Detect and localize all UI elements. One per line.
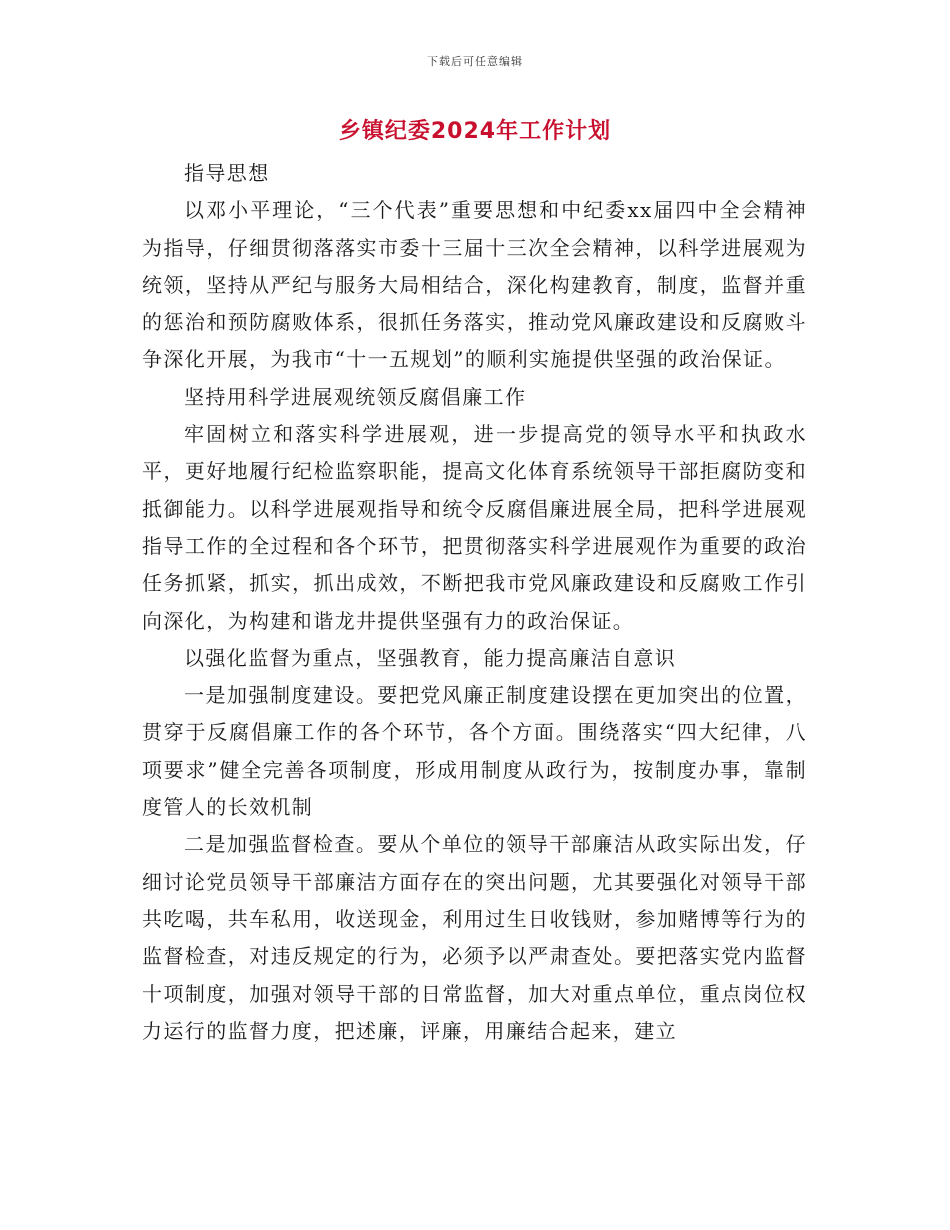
section-heading-guiding-thought: 指导思想 [184,161,270,185]
document-body [142,155,807,1050]
paragraph-supervision-inspection: 二是加强监督检查。要从个单位的领导干部廉洁从政实际出发，仔细讨论党员领导干部廉洁方面存在的突出问题，尤其要强化对领导干部共吃喝，共车私用，收送现金，利用过生日收钱财，参加赌博等行为的监督检查，对违反规定的行为，必须予以严肃查处。要把落实党内监督十项制度，加强对领导干部的日常监督，加大对重点单位，重点岗位权力运行的监督力度，把述廉，评廉，用廉结合起来，建立 [142,832,807,1043]
paragraph-system-building: 一是加强制度建设。要把党风廉正制度建设摆在更加突出的位置，贯穿于反腐倡廉工作的各个环节，各个方面。围绕落实“四大纪律，八项要求”健全完善各项制度，形成用制度从政行为，按制度办事，靠制度管人的长效机制 [142,683,807,820]
paragraph-guiding-thought: 以邓小平理论，“三个代表”重要思想和中纪委xx届四中全会精神为指导，仔细贯彻落落实市委十三届十三次全会精神，以科学进展观为统领，坚持从严纪与服务大局相结合，深化构建教育，制度，监督并重的惩治和预防腐败体系，很抓任务落实，推动党风廉政建设和反腐败斗争深化开展，为我市“十一五规划”的顺利实施提供坚强的政治保证。 [142,198,807,372]
section-heading-scientific-development: 坚持用科学进展观统领反腐倡廉工作 [184,384,527,409]
document-title: 乡镇纪委2024年工作计划 [338,119,612,144]
page-header-note: 下载后可任意编辑 [427,55,523,68]
paragraph-scientific-development: 牢固树立和落实科学进展观，进一步提高党的领导水平和执政水平，更好地履行纪检监察职能，提高文化体育系统领导干部拒腐防变和抵御能力。以科学进展观指导和统令反腐倡廉进展全局，把科学进展观指导工作的全过程和各个环节，把贯彻落实科学进展观作为重要的政治任务抓紧，抓实，抓出成效，不断把我市党风廉政建设和反腐败工作引向深化，为构建和谐龙井提供坚强有力的政治保证。 [142,422,807,633]
section-heading-supervision-focus: 以强化监督为重点，坚强教育，能力提高廉洁自意识 [184,645,677,670]
